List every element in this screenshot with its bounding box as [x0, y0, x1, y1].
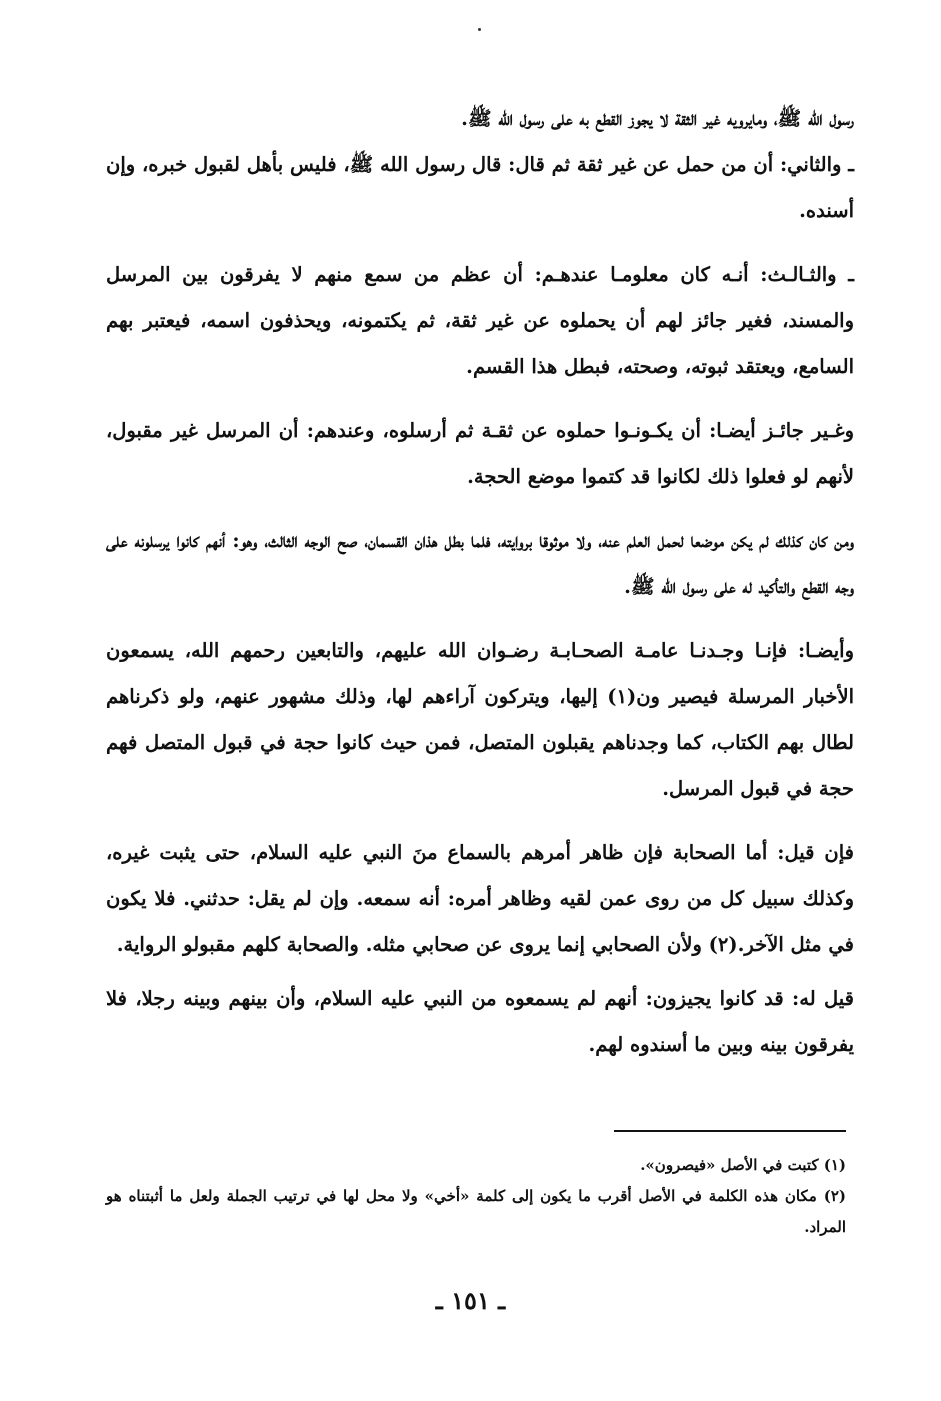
- paragraph-4: وغـير جائـز أيضـا: أن يكـونـوا حملوه عن ثقـة ثم أرسلوه، وعندهم: أن المرسل غير مقبول، لأنهم لو فعلوا ذلك لكانوا قد كتموا موضع الحجة.: [106, 419, 854, 488]
- page-number: ـ ١٥١ ـ: [435, 1286, 506, 1315]
- footnote-2: (٢) مكان هذه الكلمة في الأصل أقرب ما يكون إلى كلمة «أخي» ولا محل لها في ترتيب الجملة ولعل ما أثبتناه هو المراد.: [106, 1187, 846, 1236]
- footnotes: [106, 1150, 846, 1243]
- main-text: [106, 96, 854, 1086]
- paragraph-7: فإن قيل: أما الصحابة فإن ظاهر أمرهم بالسماع منَ النبي عليه السلام، حتى يثبت غيره، وكذلك سبيل كل من روى عمن لقيه وظاهر أمره: أنه سمعه. وإن لم يقل: حدثني. فلا يكون في مثل الآخر.(٢) ولأن الصحابي إنما يروى عن صحابي مثله. والصحابة كلهم مقبولو الرواية.: [106, 841, 854, 956]
- paragraph-5: ومن كان كذلك لم يكن موضعا لحمل العلم عنه، ولا موثوقا بروايته، فلما بطل هذان القسمان، صح الوجه الثالث، وهو: أنهم كانوا يرسلونه على وجه القطع والتأكيد له على رسول الله ﷺ.: [106, 529, 854, 598]
- footnote-1: (١) كتبت في الأصل «فيصرون».: [640, 1156, 846, 1174]
- paragraph-8: قيل له: قد كانوا يجيزون: أنهم لم يسمعوه من النبي عليه السلام، وأن بينهم وبينه رجلا، فلا يفرقون بينه وبين ما أسندوه لهم.: [106, 987, 854, 1056]
- paragraph-2: ـ والثاني: أن من حمل عن غير ثقة ثم قال: قال رسول الله ﷺ، فليس بأهل لقبول خبره، وإن أسنده.: [106, 153, 854, 222]
- paragraph-6: وأيضـا: فإنـا وجـدنـا عامـة الصحـابـة رضـوان الله عليهم، والتابعين رحمهم الله، يسمعون الأخبار المرسلة فيصير ون(١) إليها، ويتركون آراءهم لها، وذلك مشهور عنهم، ولو ذكرناهم لطال بهم الكتاب، كما وجدناهم يقبلون المتصل، فمن حيث كانوا حجة في قبول المتصل فهم حجة في قبول المرسل.: [106, 639, 854, 800]
- top-dot-mark: [478, 28, 481, 31]
- paragraph-3: ـ والثـالـث: أنـه كان معلومـا عندهـم: أن عظم من سمع منهم لا يفرقون بين المرسل والمسند، فغير جائز لهم أن يحملوه عن غير ثقة، ثم يكتمونه، ويحذفون اسمه، فيعتبر بهم السامع، ويعتقد ثبوته، وصحته، فبطل هذا القسم.: [106, 263, 854, 378]
- paragraph-1: رسول الله ﷺ، ومايرويه غير الثقة لا يجوز القطع به على رسول الله ﷺ.: [461, 107, 854, 130]
- footnote-separator: [614, 1130, 846, 1132]
